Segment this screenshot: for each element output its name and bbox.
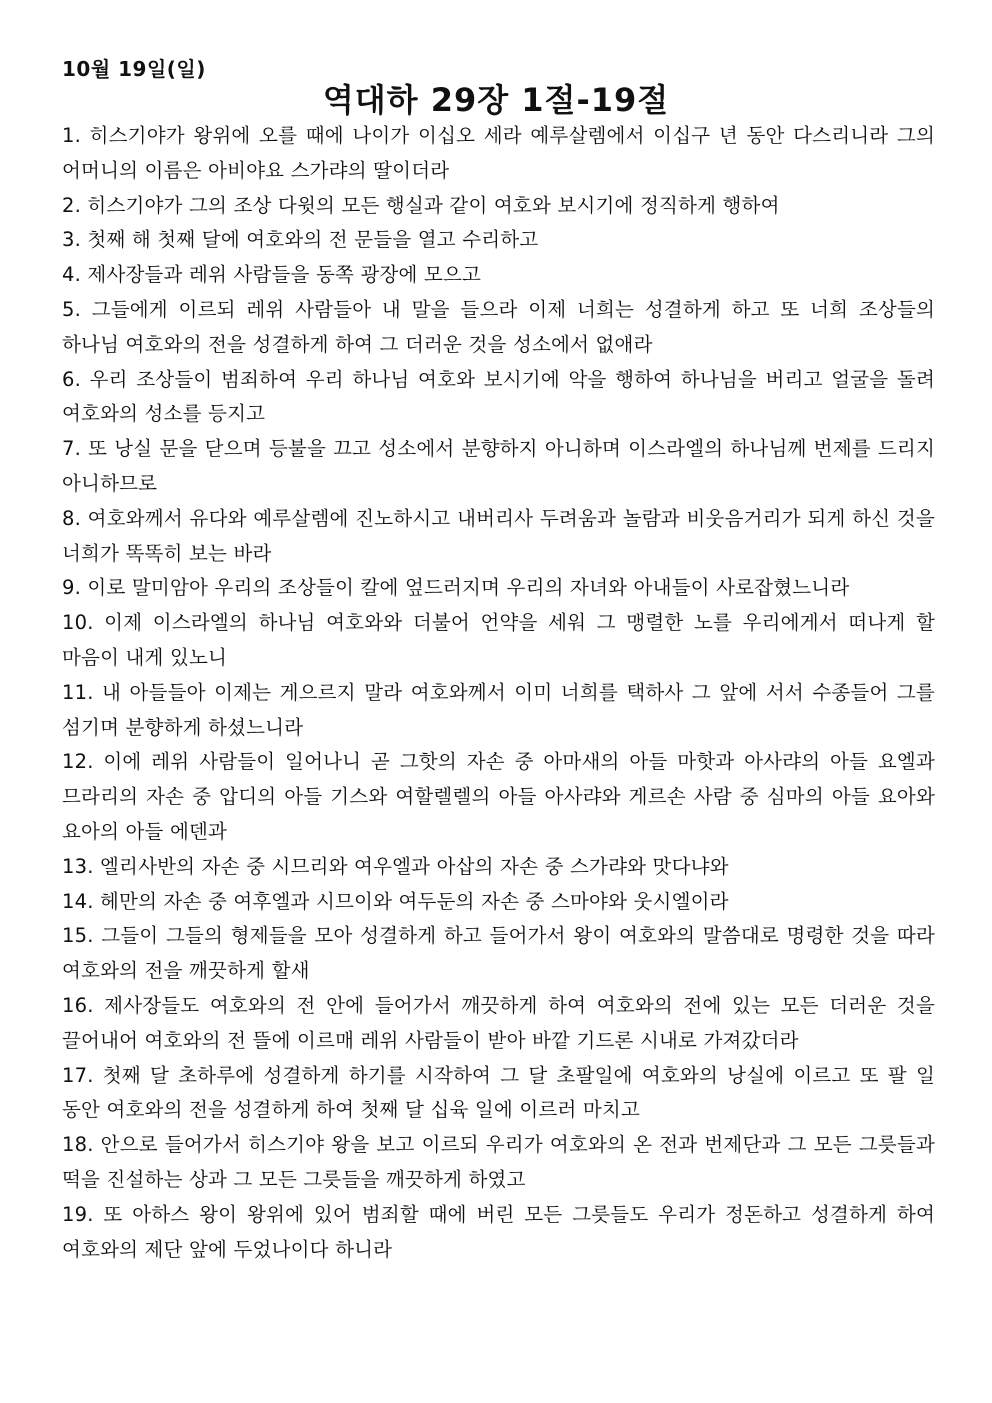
verse-2: 2. 히스기야가 그의 조상 다윗의 모든 행실과 같이 여호와 보시기에 정직하게 행하여: [62, 193, 780, 217]
verse-13: 13. 엘리사반의 자손 중 시므리와 여우엘과 아삽의 자손 중 스가랴와 맛다냐와: [62, 854, 729, 878]
verse-6: 6. 우리 조상들이 범죄하여 우리 하나님 여호와 보시기에 악을 행하여 하나님을 버리고 얼굴을 돌려 여호와의 성소를 등지고: [62, 367, 935, 426]
verse-3: 3. 첫째 해 첫째 달에 여호와의 전 문들을 열고 수리하고: [62, 228, 539, 252]
verse-16: 16. 제사장들도 여호와의 전 안에 들어가서 깨끗하게 하여 여호와의 전에 있는 모든 더러운 것을 끌어내어 여호와의 전 뜰에 이르매 레위 사람들이 받아 바깥 기드론 시내로 가져갔더라: [62, 993, 935, 1052]
reading-date: 10월 19일(일): [62, 57, 206, 81]
verse-1: 1. 히스기야가 왕위에 오를 때에 나이가 이십오 세라 예루살렘에서 이십구 년 동안 다스리니라 그의 어머니의 이름은 아비야요 스가랴의 딸이더라: [62, 124, 935, 182]
verse-17: 17. 첫째 달 초하루에 성결하게 하기를 시작하여 그 달 초팔일에 여호와의 낭실에 이르고 또 팔 일 동안 여호와의 전을 성결하게 하여 첫째 달 십육 일에 이르러 마치고: [62, 1063, 935, 1122]
verse-19: 19. 또 아하스 왕이 왕위에 있어 범죄할 때에 버린 모든 그릇들도 우리가 정돈하고 성결하게 하여 여호와의 제단 앞에 두었나이다 하니라: [62, 1202, 935, 1261]
verse-5: 5. 그들에게 이르되 레위 사람들아 내 말을 들으라 이제 너희는 성결하게 하고 또 너희 조상들의 하나님 여호와의 전을 성결하게 하여 그 더러운 것을 성소에서 없애라: [62, 297, 935, 356]
verse-4: 4. 제사장들과 레위 사람들을 동쪽 광장에 모으고: [62, 263, 482, 287]
verse-15: 15. 그들이 그들의 형제들을 모아 성결하게 하고 들어가서 왕이 여호와의 말씀대로 명령한 것을 따라 여호와의 전을 깨끗하게 할새: [62, 924, 935, 983]
verse-11: 11. 내 아들들아 이제는 게으르지 말라 여호와께서 이미 너희를 택하사 그 앞에 서서 수종들어 그를 섬기며 분향하게 하셨느니라: [62, 680, 935, 739]
verse-8: 8. 여호와께서 유다와 예루살렘에 진노하시고 내버리사 두려움과 놀람과 비웃음거리가 되게 하신 것을 너희가 똑똑히 보는 바라: [62, 506, 935, 565]
verse-12: 12. 이에 레위 사람들이 일어나니 곧 그핫의 자손 중 아마새의 아들 마핫과 아사랴의 아들 요엘과 므라리의 자손 중 압디의 아들 기스와 여할렐렐의 아들 아사랴와 게르손 사람 중 심마의 아들 요아와 요아의 아들 에덴과: [62, 750, 935, 843]
verse-14: 14. 헤만의 자손 중 여후엘과 시므이와 여두둔의 자손 중 스마야와 웃시엘이라: [62, 889, 729, 913]
verse-10: 10. 이제 이스라엘의 하나님 여호와와 더불어 언약을 세워 그 맹렬한 노를 우리에게서 떠나게 할 마음이 내게 있노니: [62, 611, 935, 669]
verse-list: [62, 119, 935, 1267]
verse-7: 7. 또 낭실 문을 닫으며 등불을 끄고 성소에서 분향하지 아니하며 이스라엘의 하나님께 번제를 드리지 아니하므로: [62, 437, 935, 495]
page-title: 역대하 29장 1절-19절: [322, 81, 670, 119]
verse-9: 9. 이로 말미암아 우리의 조상들이 칼에 엎드러지며 우리의 자녀와 아내들이 사로잡혔느니라: [62, 576, 850, 600]
verse-18: 18. 안으로 들어가서 히스기야 왕을 보고 이르되 우리가 여호와의 온 전과 번제단과 그 모든 그릇들과 떡을 진설하는 상과 그 모든 그릇들을 깨끗하게 하였고: [62, 1133, 935, 1191]
